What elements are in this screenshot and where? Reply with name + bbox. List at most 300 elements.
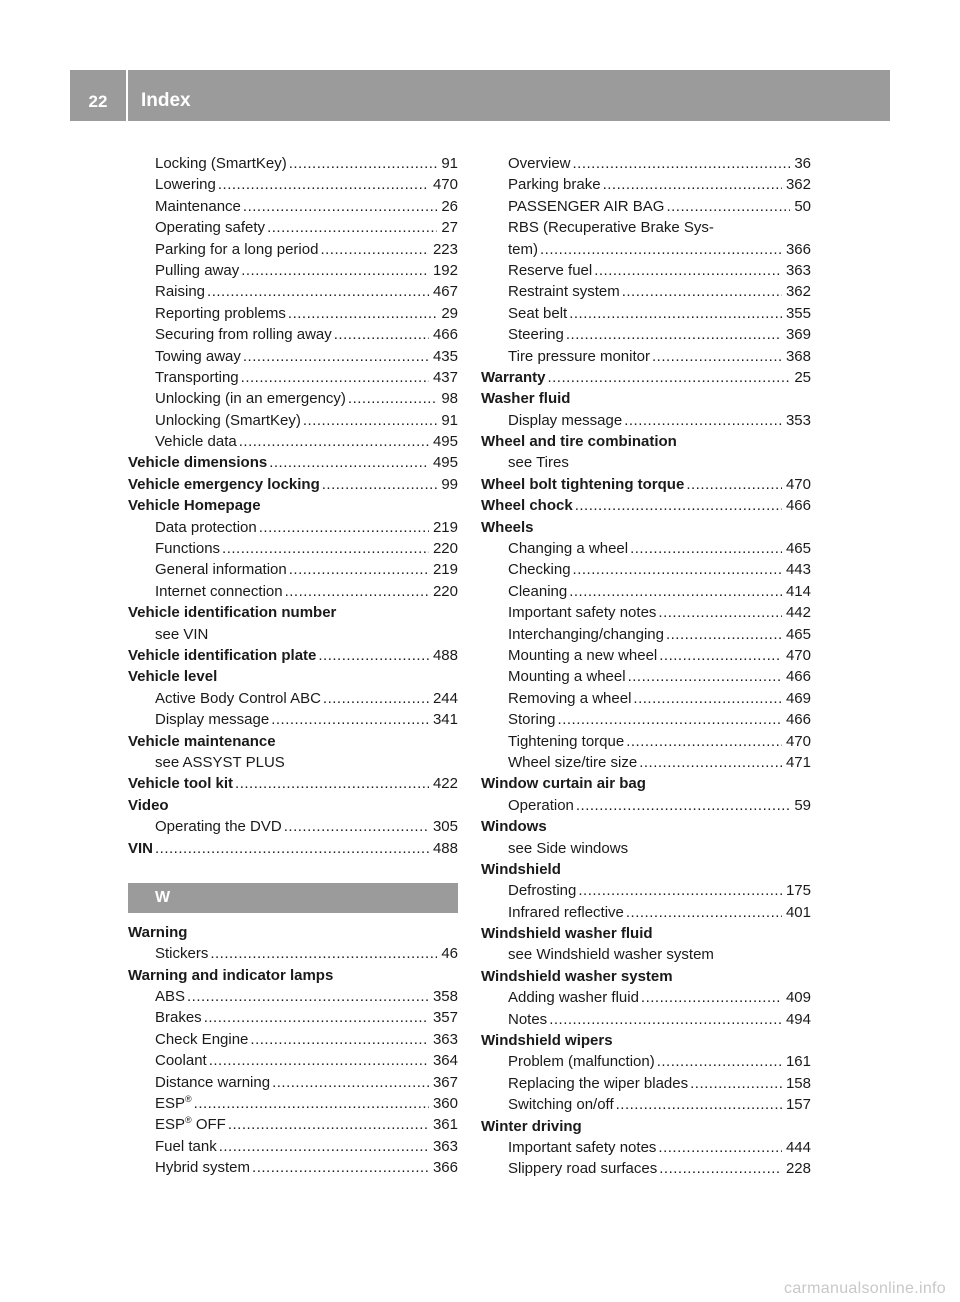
leader-dots (616, 1094, 782, 1115)
index-entry (128, 367, 458, 388)
index-entry (128, 709, 458, 730)
entry-text: Problem (malfunction) (508, 1053, 655, 1071)
entry-label (128, 838, 153, 859)
index-heading: Windshield wipers (481, 1032, 613, 1050)
entry-page: 494 (785, 1010, 811, 1028)
index-heading: Windshield washer system (481, 967, 673, 985)
leader-dots (641, 987, 782, 1008)
entry-text: Operation (508, 796, 574, 814)
leader-dots (252, 1157, 429, 1178)
leader-dots (594, 260, 782, 281)
index-entry (481, 1009, 811, 1030)
entry-page: 36 (794, 155, 811, 172)
entry-page: 59 (794, 796, 811, 814)
entry-page: 470 (432, 176, 458, 194)
section-header: W (128, 883, 458, 913)
entry-text: PASSENGER AIR BAG (508, 197, 665, 215)
entry-label (155, 1029, 248, 1050)
entry-label (155, 538, 220, 559)
entry-text: Unlocking (in an emergency) (155, 390, 346, 408)
entry-text: Wheel bolt tightening torque (481, 475, 685, 493)
entry-label (128, 773, 233, 794)
index-entry (128, 452, 458, 473)
index-entry (128, 324, 458, 345)
entry-page: 466 (432, 326, 458, 344)
entry-page: 358 (432, 988, 458, 1006)
entry-text: Towing away (155, 347, 241, 365)
entry-label (508, 987, 639, 1008)
leader-dots (241, 260, 429, 281)
entry-page: 228 (785, 1160, 811, 1178)
leader-dots (558, 709, 782, 730)
leader-dots (658, 1137, 782, 1158)
index-heading: Warning (128, 923, 188, 941)
entry-text: Internet connection (155, 582, 283, 600)
entry-text: Removing a wheel (508, 689, 632, 707)
entry-text: Stickers (155, 945, 209, 963)
index-entry (128, 1157, 458, 1178)
index-entry (481, 174, 811, 195)
leader-dots (658, 602, 782, 623)
entry-page: 366 (432, 1159, 458, 1177)
index-entry (128, 838, 458, 859)
entry-text: Check Engine (155, 1030, 249, 1048)
entry-text: Vehicle tool kit (128, 775, 234, 793)
entry-page: 355 (785, 304, 811, 322)
entry-label (508, 410, 622, 431)
entry-label (508, 902, 624, 923)
index-heading: Washer fluid (481, 390, 571, 408)
entry-page: 466 (785, 497, 811, 515)
leader-dots (628, 666, 782, 687)
index-entry (481, 987, 811, 1008)
index-entry (128, 1050, 458, 1071)
entry-page: 219 (432, 561, 458, 579)
entry-text: ESP (155, 1095, 186, 1113)
entry-label (155, 239, 318, 260)
index-entry (481, 880, 811, 901)
leader-dots (578, 880, 782, 901)
index-entry (481, 346, 811, 367)
entry-label (155, 517, 257, 538)
entry-text: Distance warning (155, 1073, 271, 1091)
entry-page: 470 (785, 475, 811, 493)
registered-mark: ® (185, 1094, 192, 1105)
entry-label (155, 174, 216, 195)
entry-page: 414 (785, 582, 811, 600)
index-entry (128, 474, 458, 495)
page-header (70, 70, 890, 121)
leader-dots (228, 1114, 429, 1135)
entry-page: 367 (432, 1073, 458, 1091)
index-heading: Vehicle maintenance (128, 732, 276, 750)
entry-label (508, 174, 601, 195)
entry-label (155, 581, 283, 602)
index-heading: Window curtain air bag (481, 775, 646, 793)
leader-dots (289, 559, 429, 580)
entry-label (155, 1007, 202, 1028)
index-entry (481, 303, 811, 324)
entry-text: Pulling away (155, 261, 240, 279)
leader-dots (241, 367, 429, 388)
index-entry (128, 1029, 458, 1050)
index-entry (481, 602, 811, 623)
entry-text: Coolant (155, 1052, 207, 1070)
entry-page: 470 (785, 732, 811, 750)
entry-page: 422 (432, 775, 458, 793)
index-entry (481, 495, 811, 516)
entry-label (155, 303, 286, 324)
entry-page: 361 (432, 1116, 458, 1134)
entry-label (481, 367, 545, 388)
index-heading: Vehicle level (128, 668, 218, 686)
entry-text: Vehicle dimensions (128, 454, 268, 472)
leader-dots (633, 688, 782, 709)
index-entry (481, 731, 811, 752)
entry-text: Replacing the wiper blades (508, 1074, 689, 1092)
entry-text: Tightening torque (508, 732, 625, 750)
index-entry (128, 153, 458, 174)
entry-label (508, 303, 567, 324)
entry-text: Seat belt (508, 304, 568, 322)
index-entry (481, 1158, 811, 1179)
leader-dots (657, 1051, 782, 1072)
leader-dots (209, 1050, 429, 1071)
entry-page: 363 (785, 261, 811, 279)
entry-label (508, 239, 538, 260)
entry-page: 25 (794, 368, 811, 386)
registered-mark: ® (185, 1115, 192, 1126)
leader-dots (155, 838, 429, 859)
entry-text: Slippery road surfaces (508, 1160, 658, 1178)
index-entry (128, 816, 458, 837)
entry-label (508, 688, 631, 709)
leader-dots (272, 1072, 429, 1093)
index-column-left (128, 153, 458, 1179)
entry-label (155, 196, 241, 217)
entry-page: 360 (432, 1095, 458, 1113)
index-see-ref: see Side windows (508, 839, 629, 857)
entry-text: Cleaning (508, 582, 568, 600)
index-heading: Vehicle Homepage (128, 497, 261, 515)
leader-dots (575, 495, 782, 516)
entry-text: Data protection (155, 518, 257, 536)
leader-dots (243, 346, 429, 367)
leader-dots (690, 1073, 782, 1094)
entry-text: General information (155, 561, 287, 579)
entry-page: 363 (432, 1030, 458, 1048)
entry-page: 444 (785, 1138, 811, 1156)
leader-dots (659, 645, 782, 666)
index-entry (128, 303, 458, 324)
entry-label (155, 324, 332, 345)
entry-text: ABS (155, 988, 186, 1006)
index-entry (481, 795, 811, 816)
index-entry (128, 1114, 458, 1135)
index-entry (128, 581, 458, 602)
entry-text: Mounting a new wheel (508, 646, 658, 664)
entry-text: Hybrid system (155, 1159, 251, 1177)
index-entry (481, 538, 811, 559)
entry-text: Vehicle identification plate (128, 646, 317, 664)
index-entry (128, 388, 458, 409)
entry-text: Transporting (155, 368, 239, 386)
entry-label (128, 645, 316, 666)
leader-dots (284, 816, 429, 837)
entry-label (508, 1094, 614, 1115)
index-entry (481, 645, 811, 666)
entry-page: 161 (785, 1053, 811, 1071)
leader-dots (289, 153, 438, 174)
entry-page: 435 (432, 347, 458, 365)
index-heading: Wheel and tire combination (481, 433, 677, 451)
entry-label (155, 943, 208, 964)
entry-text: ESP (155, 1116, 186, 1134)
index-entry (128, 688, 458, 709)
leader-dots (222, 538, 429, 559)
index-entry (128, 943, 458, 964)
entry-label (481, 474, 684, 495)
leader-dots (318, 645, 429, 666)
entry-text: Adding washer fluid (508, 989, 639, 1007)
entry-page: 364 (432, 1052, 458, 1070)
entry-label (155, 153, 287, 174)
entry-label (508, 1051, 655, 1072)
leader-dots (271, 709, 429, 730)
entry-text: VIN (128, 839, 154, 857)
index-heading: Windows (481, 818, 547, 836)
entry-text: Checking (508, 561, 571, 579)
entry-page: 157 (785, 1096, 811, 1114)
entry-label (155, 1050, 207, 1071)
leader-dots (219, 1136, 429, 1157)
entry-label (508, 1158, 657, 1179)
entry-text: Warranty (481, 368, 546, 386)
leader-dots (259, 517, 429, 538)
entry-label (155, 410, 301, 431)
entry-label (155, 281, 205, 302)
entry-text: Securing from rolling away (155, 326, 332, 344)
index-entry (481, 474, 811, 495)
entry-page: 495 (432, 433, 458, 451)
index-entry (481, 410, 811, 431)
entry-page: 465 (785, 540, 811, 558)
leader-dots (666, 624, 782, 645)
entry-text: Vehicle emergency locking (128, 475, 320, 493)
entry-page: 46 (441, 945, 458, 963)
entry-label (155, 559, 287, 580)
leader-dots (686, 474, 782, 495)
entry-page: 488 (432, 646, 458, 664)
entry-label (508, 1137, 656, 1158)
entry-text: Wheel size/tire size (508, 753, 638, 771)
entry-page: 175 (785, 882, 811, 900)
entry-page: 91 (441, 155, 458, 172)
entry-label (508, 880, 576, 901)
entry-text: Reserve fuel (508, 261, 593, 279)
entry-text: Reporting problems (155, 304, 286, 322)
index-entry (481, 1094, 811, 1115)
index-entry (481, 752, 811, 773)
index-entry (481, 709, 811, 730)
index-heading: Windshield washer fluid (481, 925, 653, 943)
leader-dots (603, 174, 782, 195)
watermark: carmanualsonline.info (784, 1280, 946, 1297)
index-entry (481, 559, 811, 580)
entry-text: Active Body Control ABC (155, 689, 321, 707)
entry-page: 467 (432, 283, 458, 301)
entry-text: Fuel tank (155, 1137, 217, 1155)
leader-dots (652, 346, 782, 367)
entry-page: 465 (785, 625, 811, 643)
entry-label (508, 260, 592, 281)
index-heading: Warning and indicator lamps (128, 966, 334, 984)
entry-page: 362 (785, 176, 811, 194)
leader-dots (630, 538, 782, 559)
entry-page: 443 (785, 561, 811, 579)
entry-page: 466 (785, 668, 811, 686)
entry-page: 220 (432, 540, 458, 558)
entry-page: 219 (432, 518, 458, 536)
entry-label (508, 559, 571, 580)
leader-dots (622, 281, 782, 302)
entry-text: Raising (155, 283, 206, 301)
entry-text: Switching on/off (508, 1096, 614, 1114)
leader-dots (573, 153, 791, 174)
entry-page: 409 (785, 989, 811, 1007)
leader-dots (334, 324, 429, 345)
leader-dots (210, 943, 437, 964)
index-entry (481, 153, 811, 174)
index-see-ref: see Windshield washer system (508, 946, 714, 964)
entry-page: 363 (432, 1137, 458, 1155)
entry-text: tem) (508, 240, 538, 258)
entry-page: 29 (441, 304, 458, 322)
page-title: Index (141, 90, 191, 111)
entry-text: Steering (508, 326, 564, 344)
leader-dots (235, 773, 429, 794)
entry-page: 158 (785, 1074, 811, 1092)
entry-label (508, 153, 571, 174)
leader-dots (322, 474, 438, 495)
index-entry (481, 324, 811, 345)
leader-dots (243, 196, 437, 217)
entry-label (508, 709, 556, 730)
entry-label (155, 688, 321, 709)
entry-text: Parking for a long period (155, 240, 319, 258)
leader-dots (239, 431, 429, 452)
leader-dots (626, 902, 782, 923)
index-entry (481, 1051, 811, 1072)
leader-dots (666, 196, 790, 217)
index-see-ref: see Tires (508, 454, 569, 472)
entry-page: 362 (785, 283, 811, 301)
entry-label (508, 538, 628, 559)
entry-label (155, 367, 239, 388)
entry-label (508, 1073, 688, 1094)
entry-text: Brakes (155, 1009, 202, 1027)
index-entry (128, 410, 458, 431)
index-entry (481, 1137, 811, 1158)
leader-dots (218, 174, 429, 195)
entry-label (155, 709, 269, 730)
entry-suffix: OFF (191, 1116, 226, 1134)
header-divider (126, 70, 128, 121)
entry-label (155, 388, 346, 409)
entry-text: Restraint system (508, 283, 620, 301)
leader-dots (320, 239, 429, 260)
index-entry (128, 196, 458, 217)
index-entry (481, 260, 811, 281)
index-entry (128, 260, 458, 281)
index-entry (128, 281, 458, 302)
entry-page: 223 (432, 240, 458, 258)
entry-text: Vehicle data (155, 433, 237, 451)
entry-text: Storing (508, 711, 556, 729)
entry-text: Operating safety (155, 219, 266, 237)
entry-text: Functions (155, 540, 221, 558)
entry-label (508, 752, 637, 773)
entry-text: Wheel chock (481, 497, 573, 515)
index-see-ref: RBS (Recuperative Brake Sys- (508, 219, 714, 237)
entry-text: Lowering (155, 176, 216, 194)
index-heading: Video (128, 796, 169, 814)
index-entry (128, 538, 458, 559)
entry-label (155, 1093, 192, 1114)
leader-dots (269, 452, 429, 473)
entry-text: Parking brake (508, 176, 601, 194)
entry-page: 366 (785, 240, 811, 258)
index-entry (128, 217, 458, 238)
entry-text: Interchanging/changing (508, 625, 664, 643)
entry-page: 368 (785, 347, 811, 365)
entry-page: 26 (441, 197, 458, 215)
entry-label (508, 1009, 547, 1030)
leader-dots (569, 303, 782, 324)
entry-page: 471 (785, 753, 811, 771)
entry-label (155, 346, 241, 367)
entry-label (128, 452, 267, 473)
entry-label (508, 602, 656, 623)
entry-text: Infrared reflective (508, 903, 624, 921)
index-entry (128, 346, 458, 367)
index-entry (481, 281, 811, 302)
entry-page: 27 (441, 219, 458, 237)
entry-page: 98 (441, 390, 458, 408)
entry-text: Tire pressure monitor (508, 347, 650, 365)
index-entry (128, 1072, 458, 1093)
entry-page: 357 (432, 1009, 458, 1027)
entry-label (128, 474, 320, 495)
entry-page: 469 (785, 689, 811, 707)
index-entry (128, 1136, 458, 1157)
index-entry (481, 688, 811, 709)
entry-page: 50 (794, 197, 811, 215)
entry-page: 495 (432, 454, 458, 472)
leader-dots (569, 581, 782, 602)
entry-label (508, 281, 620, 302)
entry-text: Changing a wheel (508, 540, 629, 558)
leader-dots (639, 752, 782, 773)
entry-label (508, 581, 567, 602)
entry-page: 220 (432, 582, 458, 600)
index-entry (481, 239, 811, 260)
entry-page: 488 (432, 839, 458, 857)
leader-dots (576, 795, 790, 816)
entry-label (508, 624, 664, 645)
entry-label (508, 346, 650, 367)
entry-label (155, 816, 282, 837)
